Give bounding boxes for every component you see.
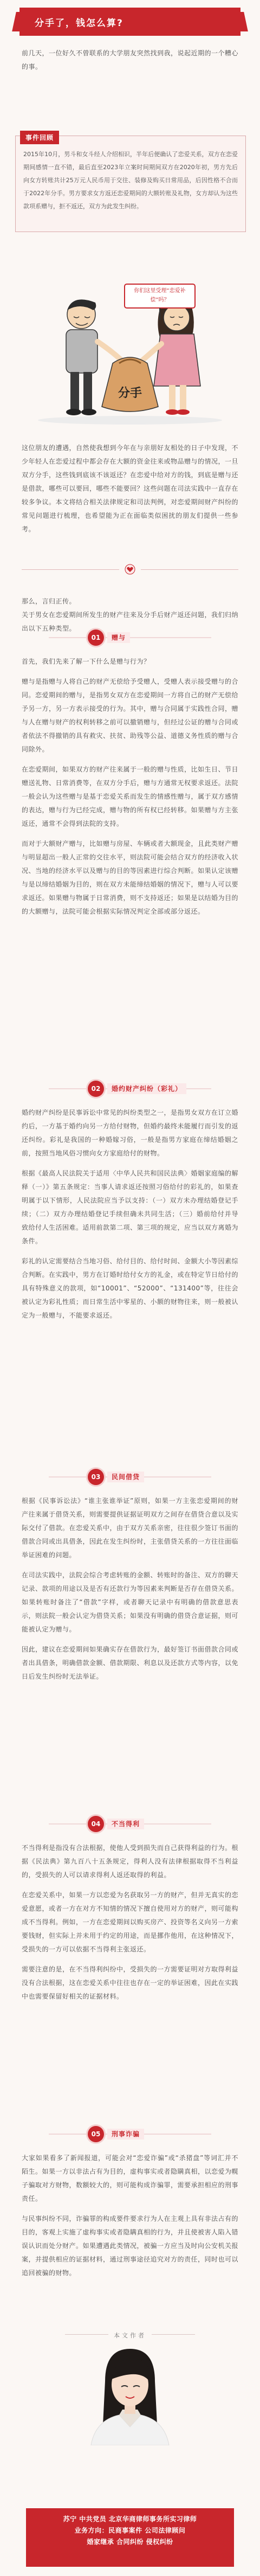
author-line-2: 业务方向：民商事案件 公司法律顾问: [74, 2527, 186, 2534]
paragraph-after-cartoon: 这位朋友的遭遇，自然使我想到今年在与亲朋好友相处的日子中发现，不少年轻人在恋爱过程中都会存在大额的资金往来或物品赠与的情况，一旦双方分手，这些钱到底该不该返还？在恋爱中给对方的钱，到底是赠与还是借款，哪些可以要回，哪些不能要回？这些问题在司法实践中一直存在较多争议。本文将结合相关法律规定和司法判例，对恋爱期间财产纠纷的常见问题进行梳理，也希望能为正在面临类似困扰的朋友们提供一些参考。: [22, 444, 239, 533]
title-banner: [20, 8, 240, 36]
case-review-box: [15, 136, 246, 232]
author-line-1: 苏宁 中共党员 北京华商律师事务所实习律师: [63, 2515, 197, 2523]
author-info-card: [26, 2508, 234, 2567]
section-number: 05: [88, 2126, 104, 2142]
sign-text: 你们这里受理“恋爱补偿”吗？: [134, 288, 186, 303]
section-title: 赠与: [107, 632, 130, 643]
breakup-cartoon-illustration: [16, 282, 244, 428]
section-number: 04: [88, 1816, 104, 1832]
divider-line-right: [141, 569, 238, 570]
author-portrait: [83, 2343, 177, 2445]
heart-icon: [125, 564, 135, 575]
case-review-tag: 事件回顾: [20, 131, 59, 144]
heart-divider: [22, 564, 238, 575]
section-number: 01: [88, 629, 104, 646]
section-04-body: 不当得利是指没有合法根据，使他人受到损失而自己获得利益的行为。根据《民法典》第九百八十五条规定，得利人没有法律根据取得不当利益的，受损失的人可以请求得利人返还取得的利益。 在恋爱关系中，如果一方以恋爱为名获取另一方的财产，但并无真实的恋爱意愿，或者一方在对方不知情的情况下擅自使用对方的财产，则可能构成不当得利。例如，一方在恋爱期间以购买房产、投资等名义向另一方索要钱财，但实际上并未用于约定的用途，而是挪作他用，在这种情况下，受损失的一方可以依据不当得利主张返还。 需要注意的是，在不当得利纠纷中，受损失的一方需要证明对方取得利益没有合法根据，这在恋爱关系中往往也存在一定的举证困难，因此在实践中也需要保留好相关的证据材料。: [22, 1844, 239, 2000]
section-05-body: 大家如果看多了新闻报道，可能会对“恋爱诈骗”或“杀猪盘”等词汇并不陌生。如果一方以非法占有为目的，虚构事实或者隐瞒真相，以恋爱为幌子骗取对方财物，数额较大的，则可能构成诈骗罪，需要承担相应的刑事责任。 与民事纠纷不同，诈骗罪的构成要件要求行为人在主观上具有非法占有的目的，客观上实施了虚构事实或者隐瞒真相的行为，并且使被害人陷入错误认识而处分财产。如果遭遇此类情况，被骗一方应当及时向公安机关报案，并提供相应的证据材料，通过刑事途径追究对方的责任，同时也可以追回被骗的财物。: [22, 2154, 239, 2277]
section-intro: 那么，言归正传。 关于男女在恋爱期间所发生的财产往来及分手后财产返还问题，我们归纳出以下五种类型。: [22, 598, 239, 632]
section-title: 婚约财产纠纷（彩礼）: [107, 1083, 186, 1094]
section-title: 民间借贷: [107, 1472, 144, 1482]
author-heading: [0, 2329, 260, 2340]
section-03-body: 根据《民事诉讼法》“谁主张谁举证”原则，如果一方主张恋爱期间的财产往来属于借贷关系，则需要提供证据证明双方之间存在借贷合意以及实际交付了借款。在恋爱关系中，由于双方关系亲密，往往很少签订书面的借款合同或出具借条，因此在发生纠纷时，主张借贷关系的一方往往面临举证困难的问题。 在司法实践中，法院会综合考虑转账的金额、转账时的备注、双方的聊天记录、款项的用途以及是否有还款行为等因素来判断是否存在借贷关系。如果转账时备注了“借款”字样，或者聊天记录中有明确的借款意思表示，则法院一般会认定为借贷关系；如果没有明确的借贷合意证据，则可能被认定为赠与。 因此，建议在恋爱期间如果确实存在借款行为，最好签订书面借款合同或者出具借条，明确借款金额、借款期限、利息以及还款方式等内容，以免日后发生纠纷时无法举证。: [22, 1497, 239, 1680]
page-title: 分手了，钱怎么算?: [35, 17, 123, 29]
section-header-01: [0, 628, 260, 647]
section-header-03: [0, 1467, 260, 1487]
money-bag-label: 分手: [118, 387, 142, 400]
author-line-3: 婚家继承 合同纠纷 侵权纠纷: [87, 2538, 173, 2546]
section-header-05: [0, 2124, 260, 2144]
money-bag: [102, 357, 158, 412]
section-number: 03: [88, 1469, 104, 1485]
author-heading-text: 本文作者: [108, 2332, 152, 2339]
section-title: 不当得利: [107, 1819, 144, 1829]
intro-paragraph: 前几天，一位好久不曾联系的大学朋友突然找到我，说起近期的一个糟心的事。: [22, 49, 239, 70]
section-number: 02: [88, 1081, 104, 1097]
case-review-text: 2015年10月，男斗和女斗经人介绍相识，半年后便确认了恋爱关系，双方在恋爱期间感情一直不错，最后直至2023年立案时间期间双方在2020年初，男方先后向女方转账共计25万元人民币用于交往、装修及购买日常用品，后因性格不合而于2022年分手。男方要求女方返还恋爱期间的大额转账及礼物，女方却认为这些款项系赠与，拒不返还，双方为此发生纠纷。: [23, 151, 238, 210]
section-header-04: [0, 1814, 260, 1834]
section-02-body: 婚约财产纠纷是民事诉讼中常见的纠纷类型之一，是指男女双方在订立婚约后，一方基于婚约向另一方给付财物，但婚约最终未能履行而引发的返还纠纷。彩礼是我国的一种婚嫁习俗，一般是指男方家庭在缔结婚姻之前，按照当地风俗习惯向女方家庭给付的财物。 根据《最高人民法院关于适用〈中华人民共和国民法典〉婚姻家庭编的解释（一）》第五条规定：当事人请求返还按照习俗给付的彩礼的，如果查明属于以下情形，人民法院应当予以支持：（一）双方未办理结婚登记手续；（二）双方办理结婚登记手续但确未共同生活；（三）婚前给付并导致给付人生活困难。适用前款第二项、第三项的规定，应当以双方离婚为条件。 彩礼的认定需要结合当地习俗、给付目的、给付时间、金额大小等因素综合判断。在实践中，男方在订婚时给付女方的礼金，或在特定节日给付的具有特殊意义的款项，如“10001”、“52000”、“131400”等，往往会被认定为彩礼性质；而日常生活中零星的、小额的财物往来，则一般被认定为一般赠与，不能要求返还。: [22, 1109, 239, 1319]
section-01-body: 首先，我们先来了解一下什么是赠与行为？ 赠与是指赠与人将自己的财产无偿给予受赠人，受赠人表示接受赠与的合同。恋爱期间的赠与，是指男女双方在恋爱期间一方将自己的财产无偿给予另一方，另一方表示接受的行为。其中，赠与合同属于实践性合同，赠与人在赠与财产的权利转移之前可以撤销赠与，但经过公证的赠与合同或者依法不得撤销的具有救灾、扶贫、助残等公益、道德义务性质的赠与合同除外。 在恋爱期间，如果双方的财产往来属于一般的赠与性质，比如生日、节日赠送礼物、日常消费等，在双方分手后，赠与方通常无权要求返还。法院一般会认为这些赠与是基于恋爱关系而发生的情感性赠与，属于双方感情的表达，赠与行为已经完成，赠与物的所有权已经转移。如果赠与方主张返还，通常不会得到法院的支持。 而对于大额财产赠与，比如赠与房屋、车辆或者大额现金，且此类财产赠与明显超出一般人正常的交往水平，则法院可能会结合双方的经济收入状况、当地的经济水平以及赠与的目的等因素进行综合判断。如果认定该赠与是以缔结婚姻为目的，则在双方未能缔结婚姻的情况下，赠与人可以要求返还。如果赠与物属于日常消费，则不支持返还；如果是以结婚为目的的大额赠与，法院可能会根据实际情况判定全部或部分返还。: [22, 658, 239, 915]
section-title: 刑事诈骗: [107, 2129, 144, 2140]
divider-line-left: [22, 569, 119, 570]
section-header-02: [0, 1079, 260, 1099]
